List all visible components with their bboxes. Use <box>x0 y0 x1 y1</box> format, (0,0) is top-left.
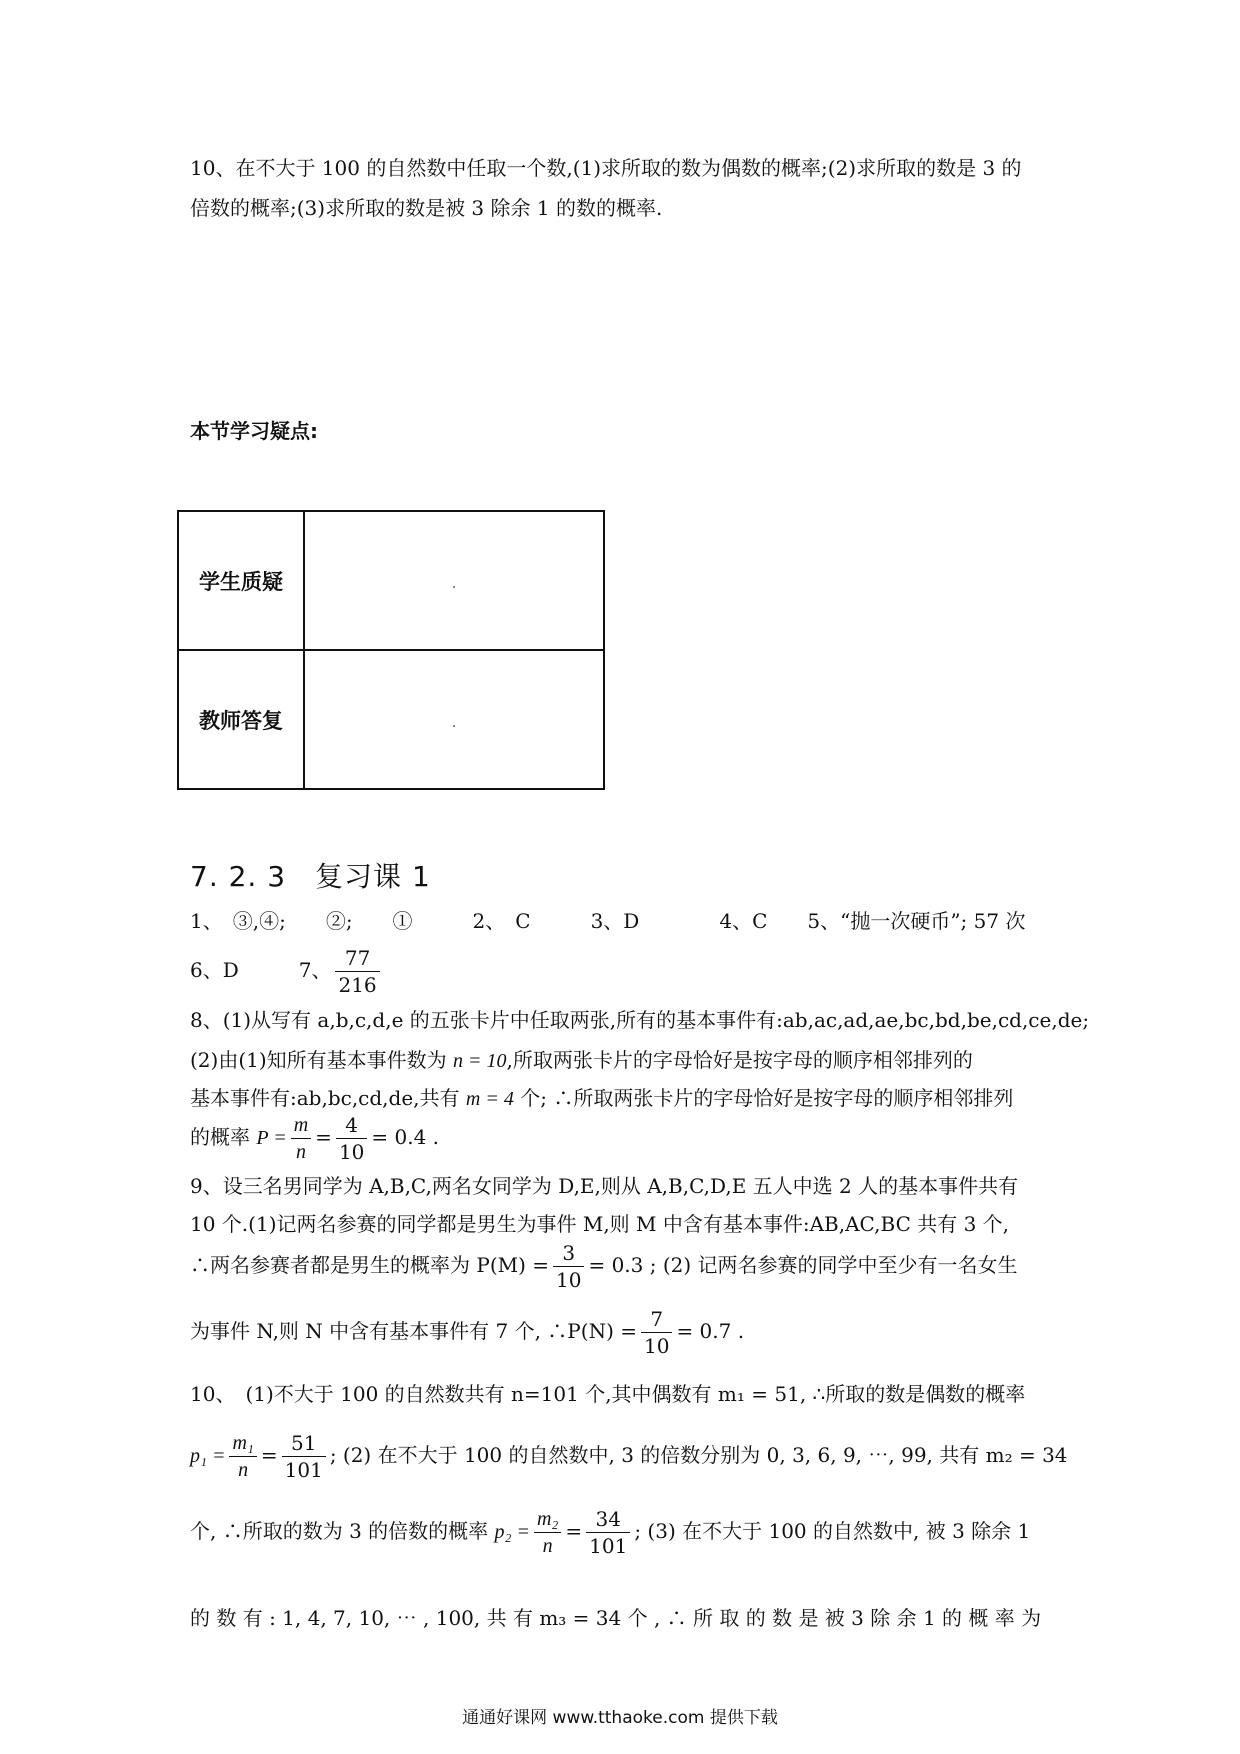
page-footer: 通通好课网 www.tthaoke.com 提供下载 <box>462 1708 778 1728</box>
fraction-denominator: n <box>542 1535 553 1557</box>
fraction-denominator: 10 <box>643 1334 670 1358</box>
answer-10-line-3: 个, ∴所取的数为 3 的倍数的概率 p₂ = $\frac{\text{m₂}}{n}$ = $\frac{34}{101}$ ; (3) 在不大于 100 的自然数中, 被 3 除余 1 <box>190 1507 1031 1558</box>
fraction-numerator: 34 <box>586 1506 630 1533</box>
student-question-cell <box>304 511 604 650</box>
answer-9-text: ∴两名参赛者都是男生的概率为 P(M) = <box>190 1253 550 1277</box>
answer-7-numerator: 77 <box>335 945 379 972</box>
fraction-numerator: m₂ <box>534 1506 561 1533</box>
answer-8-m-value: m = 4 <box>465 1088 514 1110</box>
answer-8-line-2 <box>190 1046 973 1075</box>
doubts-heading: 本节学习疑点: <box>190 419 318 443</box>
answer-8-text: (2)由(1)知所有基本事件数为 <box>190 1048 447 1072</box>
fraction-denominator: 10 <box>338 1140 365 1164</box>
answer-9-text: 为事件 N,则 N 中含有基本事件有 7 个, ∴P(N) = <box>190 1319 637 1343</box>
answer-9-text: = 0.7 . <box>676 1319 745 1343</box>
answer-8-fraction-4-10 <box>336 1112 367 1165</box>
answers-row-1: 1、 ③,④; ②; ① 2、 C 3、D 4、C 5、“抛一次硬币”; 57 次 <box>190 909 1026 933</box>
answer-10-line-1: 10、 (1)不大于 100 的自然数共有 n=101 个,其中偶数有 m₁ = 51, ∴所取的数是偶数的概率 <box>190 1382 1026 1406</box>
fraction-denominator: 10 <box>556 1268 582 1292</box>
fraction-denominator: n <box>238 1459 249 1481</box>
answer-9-text: = 0.3 ; (2) 记两名参赛的同学中至少有一名女生 <box>588 1253 1018 1277</box>
answer-10-fraction-34-101 <box>586 1506 630 1559</box>
answer-9-fraction-7-10 <box>641 1306 672 1359</box>
answers-row-2 <box>190 945 384 998</box>
answer-8-n-value: n = 10 <box>453 1050 507 1072</box>
answer-10-line-2: p₁ = $\frac{\text{m₁}}{n}$ = $\frac{51}{101}$ ; (2) 在不大于 100 的自然数中, 3 的倍数分别为 0, 3, 6, 9, ⋯, 99, 共有 m₂ = 34 <box>190 1431 1068 1482</box>
section-title: 7. 2. 3 复习课 1 <box>190 860 431 893</box>
answer-10-p1: p₁ = <box>190 1445 226 1467</box>
answer-8-fraction-mn <box>291 1112 311 1165</box>
fraction-denominator: 101 <box>589 1534 628 1558</box>
doubts-table <box>177 510 605 790</box>
answer-10-fraction-51-101 <box>282 1430 326 1483</box>
answer-8-text: 个; ∴所取两张卡片的字母恰好是按字母的顺序相邻排列 <box>520 1086 1014 1110</box>
fraction-numerator: m <box>291 1112 311 1139</box>
answer-8-text: 的概率 <box>190 1125 250 1149</box>
fraction-numerator: 3 <box>553 1240 584 1267</box>
answer-9-fraction-3-10 <box>553 1240 584 1293</box>
teacher-answer-label: 教师答复 <box>178 650 304 789</box>
answer-10-text: 个, ∴所取的数为 3 的倍数的概率 <box>190 1519 489 1543</box>
teacher-answer-cell <box>304 650 604 789</box>
answer-8-text: ,所取两张卡片的字母恰好是按字母的顺序相邻排列的 <box>506 1048 973 1072</box>
answer-10-text: ; (3) 在不大于 100 的自然数中, 被 3 除余 1 <box>634 1519 1031 1543</box>
answer-10-p2: p₂ = <box>494 1521 530 1543</box>
answer-6-7-label: 6、D 7、 <box>190 958 332 982</box>
fraction-denominator: n <box>295 1141 306 1163</box>
answer-10-fraction-m2-n <box>534 1506 561 1559</box>
answer-10-text: ; (2) 在不大于 100 的自然数中, 3 的倍数分别为 0, 3, 6, 9, ⋯, 99, 共有 m₂ = 34 <box>329 1443 1068 1467</box>
answer-9-line-4 <box>190 1306 744 1359</box>
answer-9-line-2: 10 个.(1)记两名参赛的同学都是男生为事件 M,则 M 中含有基本事件:AB,AC,BC 共有 3 个, <box>190 1212 1010 1236</box>
answer-10-line-4: 的 数 有 : 1, 4, 7, 10, ⋯ , 100, 共 有 m₃ = 34 个 , ∴ 所 取 的 数 是 被 3 除 余 1 的 概 率 为 <box>190 1606 1042 1630</box>
answer-9-line-3 <box>190 1240 1018 1293</box>
fraction-numerator: 51 <box>282 1430 326 1457</box>
problem-10-line-1: 10、在不大于 100 的自然数中任取一个数,(1)求所取的数为偶数的概率;(2)求所取的数是 3 的 <box>190 156 1022 180</box>
fraction-numerator: 7 <box>641 1306 672 1333</box>
answer-8-result: = 0.4 . <box>371 1125 440 1149</box>
fraction-numerator: 4 <box>336 1112 367 1139</box>
answer-8-line-3 <box>190 1084 1013 1113</box>
answer-10-fraction-m1-n <box>229 1430 256 1483</box>
answer-8-line-4: 的概率 P = $\frac{m}{n}$ = $\frac{4}{10}$ = 0.4 . <box>190 1113 440 1164</box>
answer-7-denominator: 216 <box>338 973 377 997</box>
answer-7-fraction <box>335 945 379 998</box>
answer-9-line-1: 9、设三名男同学为 A,B,C,两名女同学为 D,E,则从 A,B,C,D,E 五人中选 2 人的基本事件共有 <box>190 1174 1019 1198</box>
fraction-denominator: 101 <box>284 1458 323 1482</box>
answer-8-text: 基本事件有:ab,bc,cd,de,共有 <box>190 1086 460 1110</box>
answer-8-line-1: 8、(1)从写有 a,b,c,d,e 的五张卡片中任取两张,所有的基本事件有:ab,ac,ad,ae,bc,bd,be,cd,ce,de; <box>190 1008 1090 1032</box>
fraction-numerator: m₁ <box>229 1430 256 1457</box>
answer-8-p: P = <box>256 1127 287 1149</box>
student-question-label: 学生质疑 <box>178 511 304 650</box>
problem-10-line-2: 倍数的概率;(3)求所取的数是被 3 除余 1 的数的概率. <box>190 196 663 220</box>
